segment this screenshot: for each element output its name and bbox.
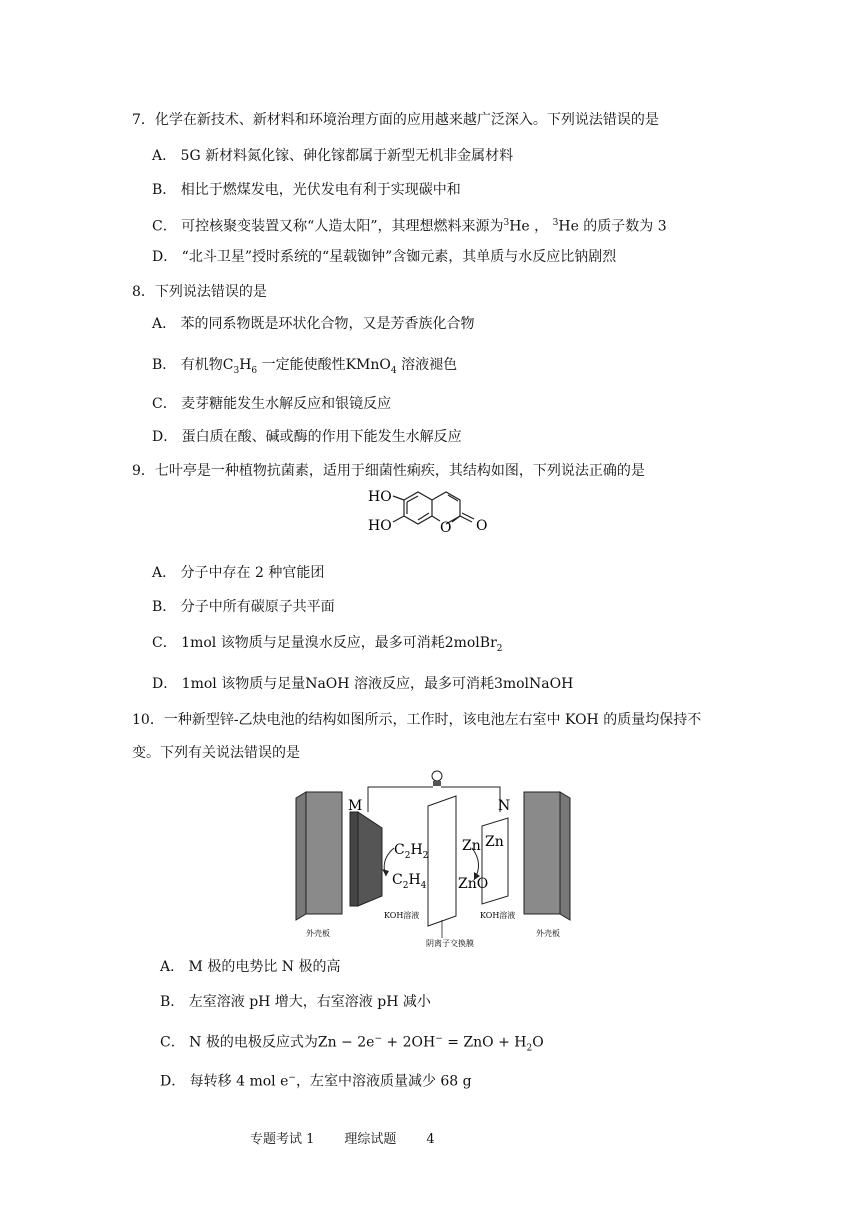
q10-c-text-4: O	[532, 1034, 544, 1051]
q9-option-a: A． 分子中存在 2 种官能团	[152, 565, 325, 581]
electrode-n-label: N	[498, 798, 511, 814]
q9-option-c	[152, 633, 503, 659]
q10-d-sup: −	[288, 1073, 296, 1083]
struct-ho-bottom: HO	[368, 518, 392, 534]
q10-c-text-2: + 2OH	[381, 1034, 436, 1051]
q10-c-sup-2: −	[435, 1034, 443, 1044]
zn-right-label: Zn	[485, 834, 504, 850]
koh-left-label: KOH溶液	[384, 911, 420, 920]
shell-left-label: 外壳板	[306, 929, 330, 938]
q10-c-sup-1: −	[374, 1034, 382, 1044]
q8-option-c: C． 麦芽糖能发生水解反应和银镜反应	[152, 396, 392, 412]
electrode-m-label: M	[348, 798, 363, 814]
koh-right-label: KOH溶液	[480, 911, 516, 920]
zno-label: ZnO	[458, 876, 489, 892]
q9-c-text: C． 1mol 该物质与足量溴水反应，最多可消耗2molBr	[152, 635, 497, 651]
q10-stem-line1: 10．一种新型锌-乙炔电池的结构如图所示，工作时，该电池左右室中 KOH 的质量均保持不	[132, 712, 702, 728]
q8-option-d: D． 蛋白质在酸、碱或酶的作用下能发生水解反应	[152, 429, 462, 445]
q10-d-text-1: D． 每转移 4 mol e	[160, 1073, 289, 1090]
q8-stem: 8．下列说法错误的是	[132, 284, 267, 300]
q7-option-d: D． “北斗卫星”授时系统的“星载铷钟”含铷元素，其单质与水反应比钠剧烈	[152, 249, 617, 265]
q10-option-b: B． 左室溶液 pH 增大，右室溶液 pH 减小	[160, 994, 431, 1010]
shell-right-label: 外壳板	[536, 929, 560, 938]
q8-option-a: A． 苯的同系物既是环状化合物，又是芳香族化合物	[152, 316, 475, 332]
acetylene-label: $C_2H_2$	[394, 842, 429, 861]
q7-c-text-1: C． 可控核聚变装置又称“人造太阳”，其理想燃料来源为	[152, 218, 504, 235]
struct-carbonyl-oxygen: O	[476, 518, 488, 534]
zn-left-label: Zn	[462, 838, 481, 854]
struct-ring-oxygen: O	[440, 520, 452, 536]
q8-b-text-2: H	[239, 357, 252, 373]
q10-option-a: A． M 极的电势比 N 极的高	[160, 959, 341, 975]
struct-ho-top: HO	[368, 489, 392, 505]
membrane-label: 阴离子交换膜	[426, 939, 474, 948]
q9-stem: 9．七叶亭是一种植物抗菌素，适用于细菌性痢疾，其结构如图，下列说法正确的是	[132, 463, 645, 479]
q7-option-c	[152, 213, 667, 237]
q10-stem-line2: 变。下列有关说法错误的是	[132, 745, 300, 761]
q8-b-text-4: 溶液褪色	[396, 357, 458, 373]
q10-c-sub: 2	[526, 1043, 533, 1054]
q8-b-sub-2: 6	[251, 365, 258, 376]
zinc-acetylene-battery-diagram	[292, 768, 582, 948]
footer-exam: 专题考试 1	[250, 1132, 315, 1147]
q10-option-d	[160, 1068, 472, 1092]
q7-c-sup-1: 3	[503, 218, 510, 228]
esculetin-structure	[366, 486, 496, 554]
q7-stem: 7．化学在新技术、新材料和环境治理方面的应用越来越广泛深入。下列说法错误的是	[132, 112, 659, 128]
page-footer	[250, 1128, 465, 1147]
q8-b-text-1: B． 有机物C	[152, 357, 234, 373]
q7-c-text-3: He 的质子数为 3	[558, 218, 667, 235]
q7-option-a: A． 5G 新材料氮化镓、砷化镓都属于新型无机非金属材料	[152, 148, 514, 164]
q8-option-b	[152, 355, 457, 381]
q8-b-sub-3: 4	[390, 365, 397, 376]
q10-c-text-1: C． N 极的电极反应式为Zn − 2e	[160, 1034, 375, 1051]
q10-c-text-3: = ZnO + H	[442, 1034, 527, 1051]
footer-subject: 理综试题	[344, 1132, 397, 1147]
q10-option-c	[160, 1029, 544, 1058]
q9-option-d: D． 1mol 该物质与足量NaOH 溶液反应，最多可消耗3molNaOH	[152, 676, 574, 692]
q7-c-sup-2: 3	[552, 218, 559, 228]
footer-page-number: 4	[426, 1132, 435, 1147]
q8-b-text-3: 一定能使酸性KMnO	[257, 357, 391, 373]
q9-option-b: B． 分子中所有碳原子共平面	[152, 599, 335, 615]
q7-c-text-2: He ，	[509, 218, 549, 235]
lightbulb-icon	[432, 771, 442, 786]
q7-option-b: B． 相比于燃煤发电，光伏发电有利于实现碳中和	[152, 182, 461, 198]
q9-c-sub: 2	[496, 643, 503, 654]
q8-b-sub-1: 3	[233, 365, 240, 376]
q10-d-text-2: ，左室中溶液质量减少 68 g	[295, 1073, 472, 1090]
ethylene-label: $C_2H_4$	[392, 872, 427, 891]
